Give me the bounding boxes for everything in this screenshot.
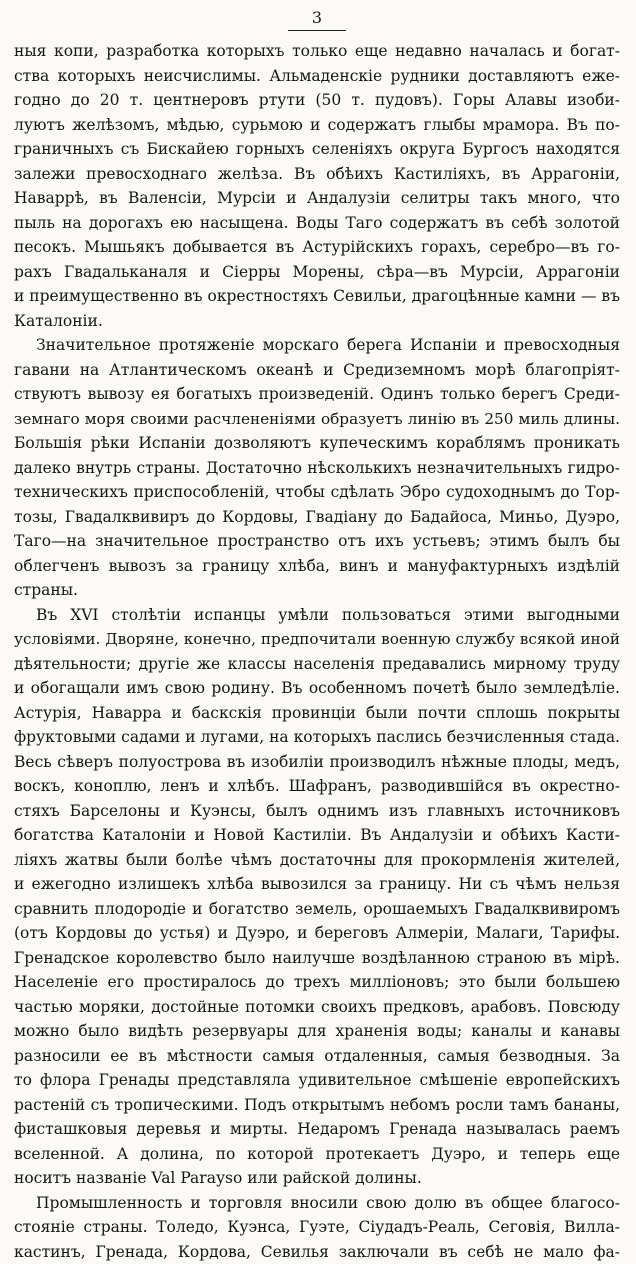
text-line: то флора Гренады представляла удивительное смѣшеніе европейскихъ: [14, 1068, 620, 1093]
text-line: гавани на Атлантическомъ океанѣ и Средиземномъ морѣ благопріят-: [14, 358, 620, 383]
page-number: 3: [14, 8, 620, 28]
text-line: ства которыхъ неисчислимы. Альмаденскіе рудники доставляютъ еже-: [14, 64, 620, 89]
text-line: ныя копи, разработка которыхъ только еще недавно началась и богат-: [14, 39, 620, 64]
text-line: и преимущественно въ окрестностяхъ Севильи, драгоцѣнные камни — въ: [14, 284, 620, 309]
text-line: облегченъ вывозъ за границу хлѣба, винъ и мануфактурныхъ издѣлій: [14, 554, 620, 579]
text-line: луютъ желѣзомъ, мѣдью, сурьмою и содержатъ глыбы мрамора. Въ по-: [14, 113, 620, 138]
text-line: пыль на дорогахъ ею насыщена. Воды Таго содержатъ въ себѣ золотой: [14, 211, 620, 236]
text-line: рахъ Гвадальканаля и Сіерры Морены, сѣра—въ Мурсіи, Аррагоніи: [14, 260, 620, 285]
text-line: Населеніе его простиралось до трехъ милліоновъ; это были большею: [14, 970, 620, 995]
text-line: фисташковыя деревья и мирты. Недаромъ Гренада называлась раемъ: [14, 1117, 620, 1142]
text-line: ліяхъ жатвы были болѣе чѣмъ достаточны для прокормленія жителей,: [14, 848, 620, 873]
text-line: страны.: [14, 578, 620, 603]
text-line: годно до 20 т. центнеровъ ртути (50 т. пудовъ). Горы Алавы изоби-: [14, 88, 620, 113]
text-line: кастинъ, Гренада, Кордова, Севилья заключали въ себѣ не мало фа-: [14, 1240, 620, 1264]
text-line: Астурія, Наварра и баскскія провинціи были почти сплошь покрыты: [14, 701, 620, 726]
text-line: Таго—на значительное пространство отъ ихъ устьевъ; этимъ былъ бы: [14, 529, 620, 554]
text-line: техническихъ приспособленій, чтобы сдѣлать Эбро судоходнымъ до Тор-: [14, 480, 620, 505]
text-line: фруктовыми садами и лугами, на которыхъ паслись безчисленныя стада.: [14, 725, 620, 750]
text-line: Промышленность и торговля вносили свою долю въ общее благосо-: [14, 1191, 620, 1216]
text-line: вселенной. А долина, по которой протекаетъ Дуэро, и теперь еще: [14, 1142, 620, 1167]
text-line: можно было видѣть резервуары для храненія воды; каналы и канавы: [14, 1019, 620, 1044]
text-line: залежи превосходнаго желѣза. Въ обѣихъ Кастиліяхъ, въ Аррагоніи,: [14, 162, 620, 187]
text-line: дѣятельности; другіе же классы населенія предавались мирному труду: [14, 652, 620, 677]
text-line: стояніе страны. Толедо, Куэнса, Гуэте, Сіудадъ-Реаль, Сеговія, Вилла-: [14, 1215, 620, 1240]
header-rule: [288, 30, 346, 31]
text-line: стяхъ Барселоны и Куэнсы, былъ однимъ изъ главныхъ источниковъ: [14, 799, 620, 824]
text-line: Значительное протяженіе морскаго берега Испаніи и превосходныя: [14, 333, 620, 358]
text-line: Каталоніи.: [14, 309, 620, 334]
body-text: [14, 39, 620, 1264]
book-page: [14, 8, 620, 1048]
text-line: разносили ее въ мѣстности самыя отдаленныя, самыя безводныя. За: [14, 1044, 620, 1069]
text-line: сравнить плодородіе и богатство земель, орошаемыхъ Гвадалквивиромъ: [14, 897, 620, 922]
text-line: частью моряки, достойные потомки своихъ предковъ, арабовъ. Повсюду: [14, 995, 620, 1020]
text-line: ствуютъ вывозу ея богатыхъ произведеній. Одинъ только берегъ Среди-: [14, 382, 620, 407]
text-line: и обогащали имъ свою родину. Въ особенномъ почетѣ было земледѣліе.: [14, 676, 620, 701]
text-line: растеній съ тропическими. Подъ открытымъ небомъ росли тамъ бананы,: [14, 1093, 620, 1118]
text-line: граничныхъ съ Бискайею горныхъ селеніяхъ округа Бургосъ находятся: [14, 137, 620, 162]
text-line: (отъ Кордовы до устья) и Дуэро, и береговъ Алмеріи, Малаги, Тарифы.: [14, 921, 620, 946]
text-line: Въ XVI столѣтіи испанцы умѣли пользоваться этими выгодными: [14, 603, 620, 628]
text-line: Гренадское королевство было наилучше воздѣланною страною въ мірѣ.: [14, 946, 620, 971]
text-line: далеко внутрь страны. Достаточно нѣсколькихъ незначительныхъ гидро-: [14, 456, 620, 481]
text-line: условіями. Дворяне, конечно, предпочитали военную службу всякой иной: [14, 627, 620, 652]
text-line: Большія рѣки Испаніи дозволяютъ купеческимъ кораблямъ проникать: [14, 431, 620, 456]
text-line: воскъ, коноплю, ленъ и хлѣбъ. Шафранъ, разводившійся въ окрестно-: [14, 774, 620, 799]
text-line: тозы, Гвадалквивиръ до Кордовы, Гвадіану до Бадайоса, Миньо, Дуэро,: [14, 505, 620, 530]
text-line: носитъ названіе Val Paraуso или райской долины.: [14, 1166, 620, 1191]
text-line: земнаго моря своими расчлененіями образуетъ линію въ 250 миль длины.: [14, 407, 620, 432]
text-line: песокъ. Мышьякъ добывается въ Астурійскихъ горахъ, серебро—въ го-: [14, 235, 620, 260]
text-line: Наваррѣ, въ Валенсіи, Мурсіи и Андалузіи селитры такъ много, что: [14, 186, 620, 211]
text-line: богатства Каталоніи и Новой Кастиліи. Въ Андалузіи и обѣихъ Касти-: [14, 823, 620, 848]
text-line: и ежегодно излишекъ хлѣба вывозился за границу. Ни съ чѣмъ нельзя: [14, 872, 620, 897]
text-line: Весь сѣверъ полуострова въ изобиліи производилъ нѣжные плоды, медъ,: [14, 750, 620, 775]
